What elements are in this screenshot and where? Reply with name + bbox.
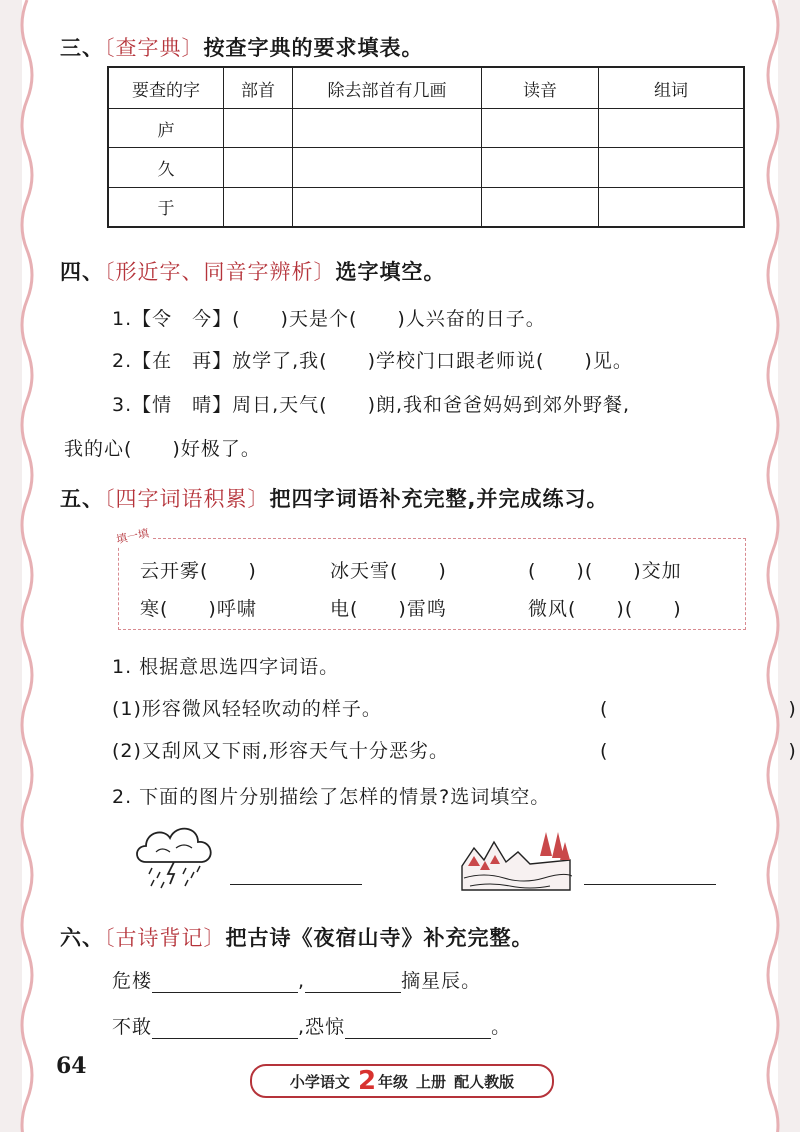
section-3-tag: 〔查字典〕: [104, 36, 204, 60]
header-char: 要查的字: [108, 67, 224, 109]
section-6-heading: [60, 922, 534, 952]
answer-cell[interactable]: [599, 187, 745, 227]
poem-2-start: 不敢: [112, 1016, 153, 1038]
header-radical: 部首: [224, 67, 293, 109]
section-3-number: 三、: [60, 36, 104, 60]
question-4-1: 1.【令 今】( )天是个( )人兴奋的日子。: [112, 308, 546, 330]
section-4-heading: [60, 256, 446, 286]
idiom-4: 寒( )呼啸: [140, 598, 257, 620]
question-4-3a: 3.【情 晴】周日,天气( )朗,我和爸爸妈妈到郊外野餐,: [112, 394, 631, 416]
table-row: [108, 109, 744, 148]
footer-term: 上册: [416, 1072, 447, 1091]
answer-cell[interactable]: [224, 148, 293, 187]
poem-2-middle: ,恐惊: [298, 1016, 346, 1038]
poem-blank-2[interactable]: [305, 992, 401, 993]
word-box-label: 填一填: [112, 524, 153, 548]
question-4-3b: 我的心( )好极了。: [64, 438, 261, 460]
answer-cell[interactable]: [293, 148, 482, 187]
answer-line-picture-2[interactable]: [584, 884, 716, 885]
section-5-heading: [60, 483, 608, 513]
question-5-1b: (2)又刮风又下雨,形容天气十分恶劣。: [112, 740, 449, 762]
question-5-1a: (1)形容微风轻轻吹动的样子。: [112, 698, 382, 720]
answer-line-picture-1[interactable]: [230, 884, 362, 885]
poem-blank-4[interactable]: [345, 1038, 491, 1039]
table-row: [108, 148, 744, 187]
right-wavy-border: [760, 0, 786, 1132]
row-char: 久: [108, 148, 224, 187]
header-pinyin: 读音: [482, 67, 599, 109]
question-4-2: 2.【在 再】放学了,我( )学校门口跟老师说( )见。: [112, 350, 633, 372]
book-title-badge: [250, 1064, 554, 1098]
poem-1-comma: ,: [298, 970, 306, 992]
answer-cell[interactable]: [224, 187, 293, 227]
poem-2-end: 。: [491, 1016, 512, 1038]
question-5-2: 2. 下面的图片分别描绘了怎样的情景?选词填空。: [112, 786, 551, 808]
section-6-number: 六、: [60, 926, 104, 950]
answer-cell[interactable]: [293, 109, 482, 148]
section-4-tag: 〔形近字、同音字辨析〕: [104, 260, 336, 284]
poem-blank-1[interactable]: [152, 992, 298, 993]
footer-subject: 小学语文: [289, 1072, 350, 1091]
answer-cell[interactable]: [482, 148, 599, 187]
footer-grade-word: 年级: [378, 1072, 409, 1091]
storm-cloud-picture: [132, 818, 220, 892]
section-3-heading: [60, 32, 424, 62]
footer-edition: 配人教版: [454, 1072, 515, 1091]
answer-cell[interactable]: [482, 109, 599, 148]
answer-cell[interactable]: [482, 187, 599, 227]
poem-blank-3[interactable]: [152, 1038, 298, 1039]
row-char: 庐: [108, 109, 224, 148]
poem-line-2: [112, 1012, 511, 1039]
footer-grade-number: 2: [357, 1066, 377, 1096]
dictionary-table: [107, 66, 745, 228]
section-6-tag: 〔古诗背记〕: [104, 926, 226, 950]
answer-paren-2[interactable]: ( ): [600, 740, 797, 762]
answer-cell[interactable]: [224, 109, 293, 148]
section-5-instruction: 把四字词语补充完整,并完成练习。: [269, 487, 609, 511]
idiom-5: 电( )雷鸣: [330, 598, 447, 620]
idiom-6: 微风( )( ): [528, 598, 682, 620]
question-5-1: 1. 根据意思选四字词语。: [112, 656, 340, 678]
answer-cell[interactable]: [599, 148, 745, 187]
header-words: 组词: [599, 67, 745, 109]
answer-cell[interactable]: [599, 109, 745, 148]
section-5-number: 五、: [60, 487, 104, 511]
left-wavy-border: [14, 0, 40, 1132]
snow-landscape-picture: [460, 826, 572, 892]
table-row: [108, 187, 744, 227]
section-4-number: 四、: [60, 260, 104, 284]
section-3-instruction: 按查字典的要求填表。: [203, 36, 424, 60]
table-header-row: [108, 67, 744, 109]
row-char: 于: [108, 187, 224, 227]
section-4-instruction: 选字填空。: [335, 260, 446, 284]
section-6-instruction: 把古诗《夜宿山寺》补充完整。: [225, 926, 534, 950]
idiom-1: 云开雾( ): [140, 560, 257, 582]
page-number: 64: [56, 1053, 87, 1079]
poem-line-1: [112, 966, 481, 993]
answer-cell[interactable]: [293, 187, 482, 227]
header-strokes: 除去部首有几画: [293, 67, 482, 109]
idiom-3: ( )( )交加: [528, 560, 682, 582]
idiom-2: 冰天雪( ): [330, 560, 447, 582]
answer-paren-1[interactable]: ( ): [600, 698, 797, 720]
poem-1-start: 危楼: [112, 970, 153, 992]
section-5-tag: 〔四字词语积累〕: [104, 487, 270, 511]
poem-1-end: 摘星辰。: [401, 970, 482, 992]
